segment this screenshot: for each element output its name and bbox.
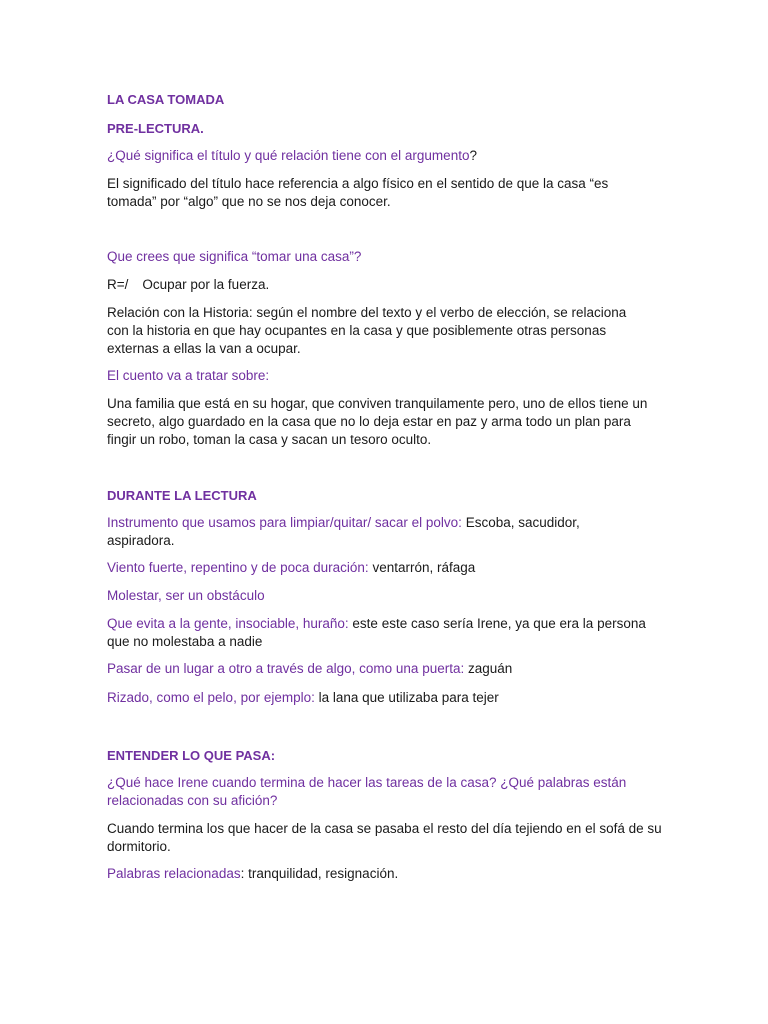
answer-irene: Cuando termina los que hacer de la casa se pasaba el resto del día tejiendo en el sofá de su dormitorio. <box>107 821 662 854</box>
section-heading-pre-lectura: PRE-LECTURA. <box>107 121 204 136</box>
vocab-term: Molestar, ser un obstáculo <box>107 588 265 603</box>
section-heading-entender: ENTENDER LO QUE PASA: <box>107 748 276 763</box>
vocab-item <box>107 660 512 678</box>
vocab-answer: ventarrón, ráfaga <box>368 560 476 575</box>
vocab-item <box>107 587 265 605</box>
question-text: ¿Qué significa el título y qué relación tiene con el argumento <box>107 148 470 163</box>
palabras-colon: : <box>240 866 245 881</box>
relacion-historia: Relación con la Historia: según el nombre del texto y el verbo de elección, se relaciona con la historia en que hay ocupantes en la casa y que posiblemente otras personas externas a ellas la van a ocupar. <box>107 305 627 356</box>
question-mark: ? <box>469 148 477 163</box>
question-title-meaning <box>107 147 477 165</box>
answer-cuento-sobre: Una familia que está en su hogar, que conviven tranquilamente pero, uno de ellos tiene un secreto, algo guardado en la casa que no lo deja estar en paz y arma todo un plan para fingir un robo, toman la casa y sacan un tesoro oculto. <box>107 396 648 447</box>
vocab-item <box>107 615 667 651</box>
answer-title-meaning: El significado del título hace referencia a algo físico en el sentido de que la casa “es tomada” por “algo” que no se nos deja conocer. <box>107 176 609 209</box>
answer-prefix: R=/ <box>107 277 129 292</box>
question-tomar-casa: Que crees que significa “tomar una casa”? <box>107 249 362 264</box>
vocab-answer: Escoba, sacudidor, aspiradora. <box>107 515 580 548</box>
answer-text: Ocupar por la fuerza. <box>142 277 270 292</box>
question-cuento-sobre: El cuento va a tratar sobre: <box>107 368 270 383</box>
section-heading-durante: DURANTE LA LECTURA <box>107 488 257 503</box>
vocab-term: Rizado, como el pelo, por ejemplo: <box>107 690 315 705</box>
vocab-answer: este este caso sería Irene, ya que era la persona que no molestaba a nadie <box>107 616 646 649</box>
answer-tomar-casa <box>107 276 269 294</box>
palabras-term: Palabras relacionadas <box>107 866 241 881</box>
palabras-answer: tranquilidad, resignación. <box>244 866 399 881</box>
vocab-answer: la lana que utilizaba para tejer <box>314 690 499 705</box>
document-title: LA CASA TOMADA <box>107 92 225 107</box>
vocab-term: Que evita a la gente, insociable, huraño: <box>107 616 349 631</box>
question-irene: ¿Qué hace Irene cuando termina de hacer las tareas de la casa? ¿Qué palabras están relacionadas con su afición? <box>107 775 627 808</box>
vocab-item <box>107 514 627 550</box>
vocab-term: Instrumento que usamos para limpiar/quitar/ sacar el polvo: <box>107 515 462 530</box>
vocab-item <box>107 689 499 707</box>
palabras-relacionadas <box>107 865 398 883</box>
vocab-term: Viento fuerte, repentino y de poca duración: <box>107 560 369 575</box>
vocab-item <box>107 559 475 577</box>
vocab-answer: zaguán <box>464 661 513 676</box>
vocab-term: Pasar de un lugar a otro a través de algo, como una puerta: <box>107 661 465 676</box>
